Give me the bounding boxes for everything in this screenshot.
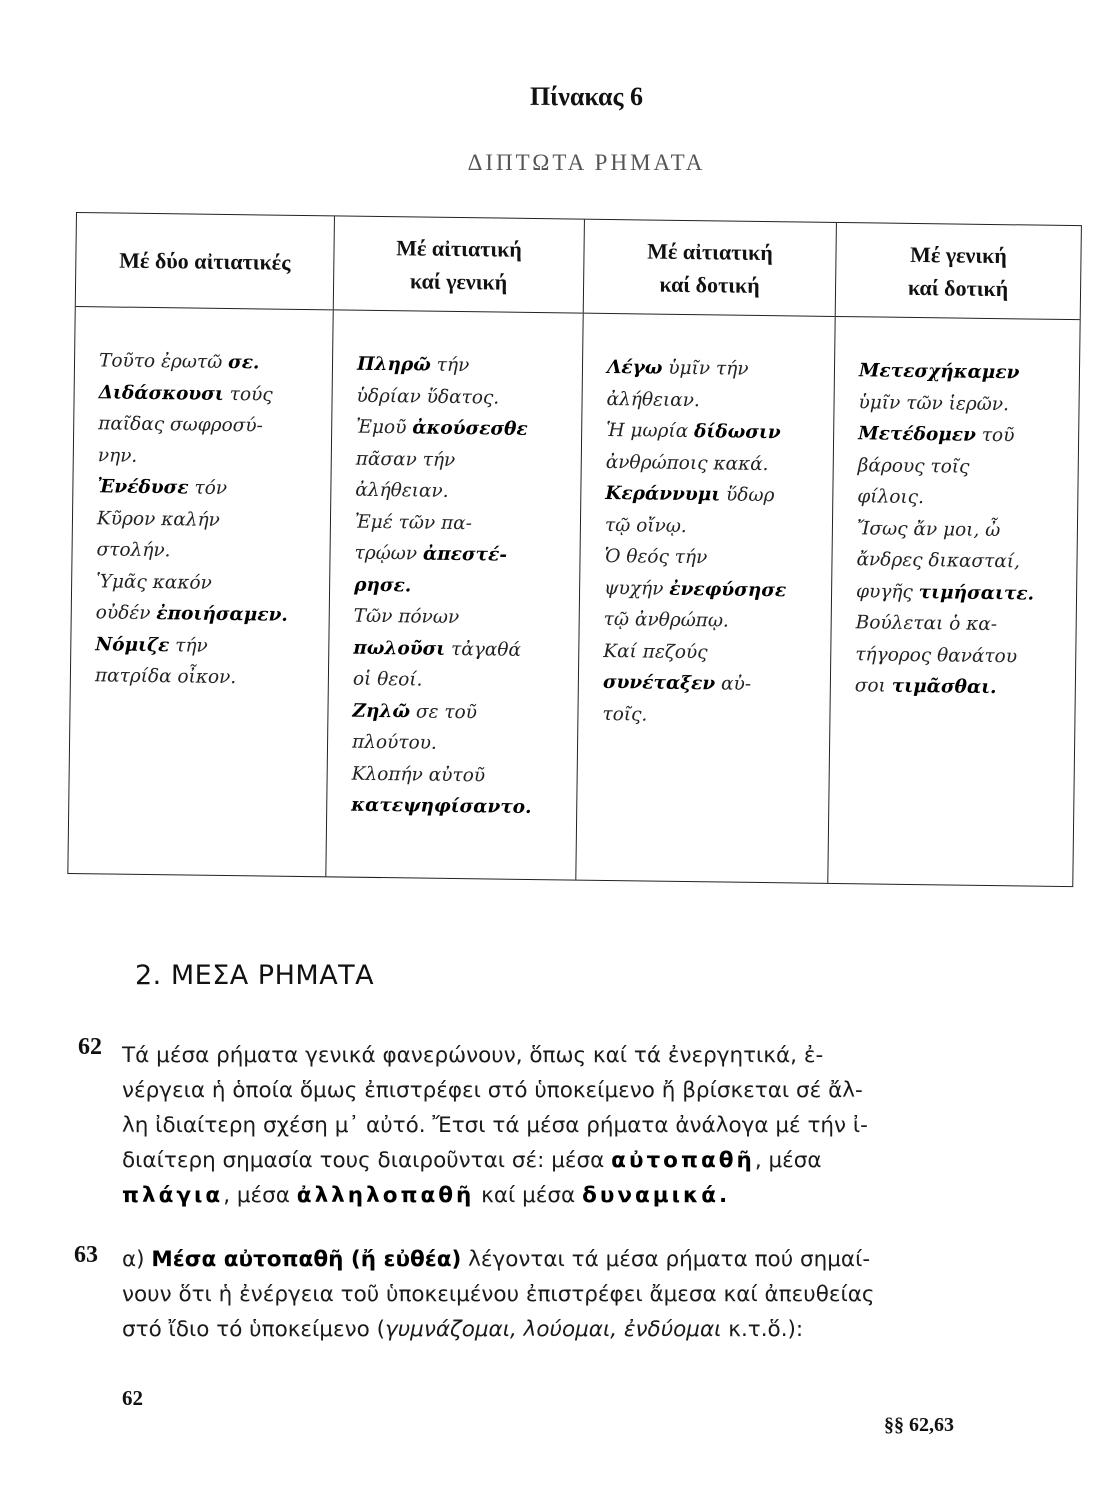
text-line: [604, 572, 831, 606]
text-line: [857, 513, 1077, 547]
emphasized-text: δίδωσιν: [693, 421, 781, 444]
text-segment: ὕδωρ: [720, 484, 775, 507]
text-segment: τοῦ: [975, 424, 1015, 447]
text-line: [855, 607, 1075, 641]
text-line: [122, 1038, 998, 1073]
column-header-line: Μέ αἰτιατική: [396, 234, 523, 262]
emphasized-text: Ζηλῶ: [352, 700, 411, 722]
text-line: [605, 509, 832, 543]
text-segment: βάρους τοῖς: [857, 454, 970, 478]
text-line: [357, 349, 582, 383]
text-segment: ψυχήν: [603, 577, 670, 600]
table-column: [68, 213, 335, 876]
text-line: [858, 387, 1078, 421]
text-line: [604, 541, 831, 575]
text-line: [96, 566, 329, 601]
column-header: [836, 223, 1081, 320]
emphasized-text: σε.: [227, 352, 260, 374]
text-line: [356, 412, 581, 446]
text-line: [352, 695, 577, 729]
text-segment: γυμνάζομαι, λούομαι, ἐνδύομαι: [384, 1317, 722, 1342]
text-line: [605, 478, 832, 512]
column-header-line: καί δοτική: [907, 274, 1009, 301]
text-line: [355, 475, 580, 509]
section-reference: §§ 62,63: [884, 1414, 954, 1436]
text-line: [353, 632, 578, 666]
text-segment: ὑδρίαν ὕδατος.: [356, 385, 500, 409]
emphasized-text: ρησε.: [354, 574, 412, 596]
paragraph-number: 62: [78, 1034, 102, 1060]
text-line: [122, 1143, 998, 1178]
text-segment: νουν ὅτι ἡ ἐνέργεια τοῦ ὑποκειμένου ἐπιστρέφει ἄμεσα καί ἀπευθείας: [122, 1282, 875, 1307]
text-line: [606, 415, 833, 449]
text-segment: ὑμῖν τήν: [662, 357, 749, 380]
text-segment: τήγορος θανάτου: [855, 643, 1018, 667]
text-segment: φίλοις.: [857, 486, 925, 509]
paragraph: [78, 1034, 998, 1213]
column-header-line: καί δοτική: [659, 271, 760, 298]
emphasized-text: Λέγω: [606, 356, 663, 379]
page-number: 62: [122, 1386, 143, 1410]
text-line: [355, 506, 580, 540]
text-line: [353, 664, 578, 698]
emphasized-text: Μετέδομεν: [858, 423, 977, 446]
text-segment: λέγονται τά μέσα ρήματα πού σημαί-: [461, 1247, 871, 1272]
text-segment: πᾶσαν τήν: [355, 448, 456, 471]
text-line: [859, 355, 1079, 389]
text-line: [855, 670, 1075, 704]
column-body: [831, 317, 1080, 705]
page-title: Πίνακας 6: [529, 82, 644, 111]
text-segment: οὐδέν: [95, 602, 157, 625]
text-line: [122, 1242, 998, 1277]
text-segment: Κῦρον καλήν: [96, 507, 221, 531]
text-segment: διαίτερη σημασία τους διαιροῦνται σέ: μέσα: [122, 1148, 612, 1173]
text-segment: φυγῆς: [855, 580, 919, 603]
text-segment: Ἐμοῦ: [356, 416, 413, 439]
emphasized-text: συνέταξεν: [602, 671, 716, 695]
column-header: [584, 220, 836, 317]
text-line: [855, 639, 1075, 673]
text-line: [122, 1073, 998, 1108]
column-header-line: Μέ δύο αἰτιατικές: [119, 247, 291, 275]
text-segment: νην.: [97, 444, 138, 467]
text-segment: νέργεια ἡ ὁποία ὅμως ἐπιστρέφει στό ὑποκείμενο ἤ βρίσκεται σέ ἄλ-: [122, 1078, 863, 1103]
text-segment: σε τοῦ: [409, 700, 478, 723]
text-line: [122, 1277, 998, 1312]
emphasized-text: τιμήσαιτε.: [918, 581, 1035, 605]
table-column: [828, 223, 1081, 886]
text-segment: παῖδας σωφροσύ-: [98, 413, 263, 437]
text-line: [122, 1108, 998, 1143]
text-line: [856, 544, 1076, 578]
emphasized-text: Πληρῶ: [356, 353, 431, 376]
text-line: [98, 377, 331, 412]
text-segment: Τῶν πόνων: [353, 605, 460, 629]
section-title: 2. ΜΕΣΑ ΡΗΜΑΤΑ: [135, 960, 375, 991]
text-segment: λη ἰδιαίτερη σχέση μ᾽ αὐτό. Ἔτσι τά μέσα ρήματα ἀνάλογα μέ τήν ἰ-: [122, 1113, 868, 1138]
emphasized-text: Διδάσκουσι: [98, 381, 224, 405]
text-segment: αὐ-: [715, 673, 752, 695]
text-segment: Ὑμᾶς κακόν: [96, 570, 212, 594]
text-line: [856, 576, 1076, 610]
text-segment: τῷ ἀνθρώπῳ.: [603, 608, 730, 632]
text-line: [354, 601, 579, 635]
text-segment: τήν: [430, 354, 470, 377]
emphasized-text: κατεψηφίσαντο.: [351, 794, 532, 819]
text-line: [857, 481, 1077, 515]
text-line: [96, 534, 329, 569]
text-line: [351, 758, 576, 792]
text-line: [354, 569, 579, 603]
emphasized-text: αὐτοπαθῆ: [611, 1148, 755, 1173]
text-line: [858, 450, 1078, 484]
text-line: [356, 380, 581, 414]
column-header-line: Μέ αἰτιατική: [647, 237, 774, 265]
paragraph: [74, 1242, 998, 1347]
text-segment: τῷ οἴνῳ.: [604, 514, 687, 537]
text-line: [122, 1312, 998, 1347]
text-segment: Τά μέσα ρήματα γενικά φανερώνουν, ὅπως καί τά ἐνεργητικά, ἐ-: [122, 1043, 824, 1068]
table-subtitle: ΔΙΠΤΩΤΑ ΡΗΜΑΤΑ: [467, 150, 706, 175]
text-line: [95, 660, 328, 695]
text-segment: ὑμῖν τῶν ἱερῶν.: [858, 391, 1010, 415]
verbs-table: [67, 212, 1082, 887]
text-segment: πατρίδα οἶκον.: [94, 665, 237, 689]
text-segment: στό ἴδιο τό ὑποκείμενο (: [122, 1317, 385, 1342]
text-segment: Τοῦτο ἐρωτῶ: [98, 350, 229, 374]
paragraph-text: [122, 1242, 998, 1347]
text-segment: Κλοπήν αὐτοῦ: [351, 763, 486, 786]
text-line: [603, 667, 830, 701]
text-line: [99, 345, 332, 380]
text-line: [98, 440, 331, 475]
column-body: [71, 307, 333, 695]
column-header: [76, 213, 334, 310]
text-line: [607, 352, 834, 386]
text-line: [96, 597, 329, 632]
text-line: [95, 629, 328, 664]
text-segment: οἱ θεοί.: [352, 668, 423, 691]
text-segment: σοι: [854, 675, 892, 697]
text-segment: ἀλήθειαν.: [606, 388, 700, 411]
text-segment: τόν: [188, 477, 228, 499]
table-column: [576, 220, 837, 883]
emphasized-text: ἐνεφύσησε: [669, 578, 787, 601]
column-body: [578, 314, 834, 733]
text-line: [97, 503, 330, 538]
text-segment: κ.τ.ὅ.):: [721, 1317, 804, 1342]
emphasized-text: Νόμιζε: [95, 633, 170, 656]
text-segment: Καί πεζούς: [603, 640, 708, 663]
text-line: [606, 383, 833, 417]
text-line: [602, 698, 829, 732]
column-header: [334, 216, 584, 313]
column-header-line: καί γενική: [409, 267, 508, 295]
text-segment: ἀλήθειαν.: [355, 479, 449, 502]
text-segment: πλούτου.: [351, 731, 437, 754]
text-segment: Ἡ μωρία: [606, 419, 695, 443]
text-line: [606, 446, 833, 480]
text-segment: Βούλεται ὁ κα-: [855, 612, 998, 636]
text-line: [858, 418, 1078, 452]
emphasized-text: τιμᾶσθαι.: [891, 675, 997, 699]
text-segment: τήν: [169, 634, 208, 657]
emphasized-text: Ἐνέδυσε: [97, 476, 189, 499]
text-line: [352, 727, 577, 761]
emphasized-text: πωλοῦσι: [353, 637, 446, 660]
text-line: [98, 408, 331, 443]
text-segment: Ὁ θεός τήν: [604, 545, 708, 569]
text-line: [351, 790, 576, 824]
emphasized-text: πλάγια: [122, 1183, 224, 1208]
emphasized-text: Κεράννυμι: [605, 482, 721, 506]
text-segment: Ἴσως ἄν μοι, ὦ: [856, 517, 1001, 541]
text-line: [122, 1178, 998, 1213]
emphasized-text: ἐποιήσαμεν.: [156, 603, 288, 626]
text-segment: τοῖς.: [602, 703, 648, 726]
emphasized-text: δυναμικά.: [582, 1183, 731, 1208]
column-body: [327, 310, 583, 824]
text-line: [604, 604, 831, 638]
emphasized-text: ἀλληλοπαθῆ: [296, 1183, 475, 1208]
text-segment: τρῴων: [354, 542, 424, 565]
text-line: [603, 635, 830, 669]
paragraph-text: [122, 1038, 998, 1213]
text-line: [356, 443, 581, 477]
text-segment: , μέσα: [754, 1148, 822, 1173]
text-segment: ἄνδρες δικασταί,: [856, 549, 1021, 573]
text-segment: ἀνθρώποις κακά.: [605, 451, 769, 475]
text-line: [97, 471, 330, 506]
emphasized-text: Μετεσχήκαμεν: [858, 360, 1020, 384]
text-segment: τἀγαθά: [445, 638, 522, 661]
emphasized-text: ἀκούσεσθε: [412, 417, 528, 440]
text-segment: τούς: [223, 383, 273, 406]
table-column: [326, 216, 585, 879]
text-segment: α): [122, 1247, 152, 1272]
text-segment: στολήν.: [96, 539, 171, 562]
emphasized-text: ἀπεστέ-: [422, 543, 508, 566]
text-segment: , μέσα: [223, 1183, 297, 1208]
column-header-line: Μέ γενική: [909, 241, 1008, 268]
emphasized-text: Μέσα αὐτοπαθῆ (ἤ εὐθέα): [151, 1247, 462, 1272]
text-segment: καί μέσα: [474, 1183, 583, 1208]
text-line: [354, 538, 579, 572]
text-segment: Ἐμέ τῶν πα-: [354, 511, 473, 534]
paragraph-number: 63: [74, 1242, 98, 1268]
